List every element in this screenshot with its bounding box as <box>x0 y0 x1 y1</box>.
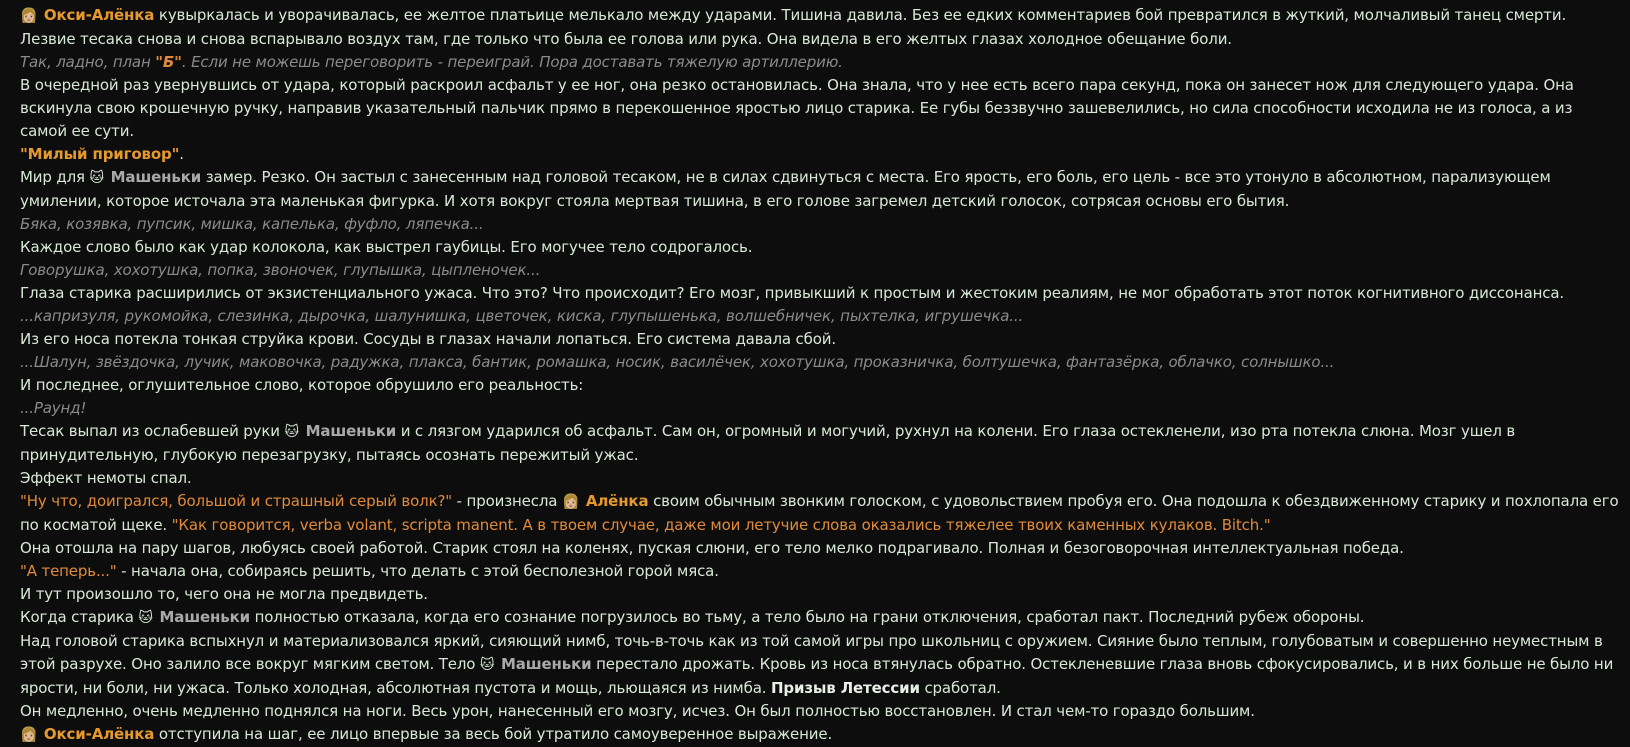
thought-line <box>20 397 1620 420</box>
narration-text: и с лязгом ударился об асфальт. Сам он, огромный и могучий, рухнул на колени. Его глаза остекленели, изо рта потекла слюна. Мозг ушел в принудительную, глубокую перезагрузку, пытаясь осознать пережитый ужас. <box>20 422 1516 464</box>
thought-text: ...Шалун, звёздочка, лучик, маковочка, радужка, плакса, бантик, ромашка, носик, василёчек, хохотушка, проказничка, болтушечка, фантазёрка, облачко, солнышко... <box>20 353 1335 371</box>
character-name-oxy: Окси-Алёнка <box>43 725 155 743</box>
thought-text: Бяка, козявка, пупсик, мишка, капелька, фуфло, ляпечка... <box>20 215 484 233</box>
narration-text: Каждое слово было как удар колокола, как выстрел гаубицы. Его могучее тело содрогалось. <box>20 238 753 256</box>
masha-avatar-icon: 🐱 <box>89 170 104 186</box>
narration-text: кувыркалась и уворачивалась, ее желтое платьице мелькало между ударами. Тишина давила. Без ее едких комментариев бой превратился в жуткий, молчаливый танец смерти. Лезвие тесака снова и снова вспарывало воздух там, где только что была ее голова или рука. Она видела в его желтых глазах холодное обещание боли. <box>20 6 1567 48</box>
thought-line <box>20 51 1620 74</box>
story-log <box>20 4 1620 747</box>
narration-text: Она отошла на пару шагов, любуясь своей работой. Старик стоял на коленях, пуская слюни, его тело мелко подрагивало. Полная и безоговорочная интеллектуальная победа. <box>20 539 1404 557</box>
thought-text: Так, ладно, план <box>20 53 156 71</box>
narration-text: Он медленно, очень медленно поднялся на ноги. Весь урон, нанесенный его мозгу, исчез. Он был полностью восстановлен. И стал чем-то гораздо большим. <box>20 702 1255 720</box>
narration-paragraph <box>20 630 1620 700</box>
narration-text: - начала она, собираясь решить, что делать с этой бесполезной горой мяса. <box>116 562 719 580</box>
thought-text: ...Раунд! <box>20 399 87 417</box>
dialogue-paragraph <box>20 490 1620 537</box>
narration-paragraph <box>20 467 1620 490</box>
masha-avatar-icon: 🐱 <box>479 657 495 673</box>
character-name-masha: Машеньки <box>110 168 202 186</box>
dialogue-quote: "А теперь..." <box>20 562 117 580</box>
narration-text: - произнесла <box>452 492 562 510</box>
narration-paragraph <box>20 328 1620 351</box>
character-name-oxy: Окси-Алёнка <box>43 6 155 24</box>
narration-text: В очередной раз увернувшись от удара, который раскроил асфальт у ее ног, она резко остановилась. Она знала, что у нее есть всего пара секунд, пока он занесет нож для следующего удара. Она вскинула свою крошечную ручку, направив указательный пальчик прямо в перекошенное яростью лицо старика. Ее губы беззвучно зашевелились, но сила способности исходила не из голоса, а из самой ее сути. <box>20 76 1574 140</box>
character-name-masha: Машеньки <box>501 655 592 673</box>
narration-text: замер. Резко. Он застыл с занесенным над головой тесаком, не в силах сдвинуться с места. Его ярость, его боль, его цель - все это утонуло в абсолютном, парализующем умилении, которое источала эта маленькая фигурка. И хотя вокруг стояла мертвая тишина, в его голове загремел детский голосок, сотрясая основы его бытия. <box>20 168 1551 210</box>
narration-text: И последнее, оглушительное слово, которое обрушило его реальность: <box>20 376 584 394</box>
narration-paragraph <box>20 606 1620 630</box>
narration-paragraph <box>20 583 1620 606</box>
oxy-avatar-icon: 👩🏼 <box>20 727 38 743</box>
narration-text: Мир для <box>20 168 90 186</box>
narration-text: Из его носа потекла тонкая струйка крови. Сосуды в глазах начали лопаться. Его система давала сбой. <box>20 330 836 348</box>
narration-text: перестало дрожать. Кровь из носа втянулась обратно. Остекленевшие глаза вновь сфокусировались, и в них больше не было ни ярости, ни боли, ни ужаса. Только холодная, абсолютная пустота и мощь, льющаяся из нимба. <box>20 655 1614 697</box>
narration-paragraph <box>20 236 1620 259</box>
narration-text: Эффект немоты спал. <box>20 469 192 487</box>
dialogue-quote: "Ну что, доигрался, большой и страшный серый волк?" <box>20 492 453 510</box>
character-name-masha: Машеньки <box>305 422 397 440</box>
plan-b-mark: "Б" <box>155 53 182 71</box>
narration-text: сработал. <box>919 679 1001 697</box>
dialogue-paragraph <box>20 560 1620 583</box>
skill-callout <box>20 143 1620 166</box>
masha-avatar-icon: 🐱 <box>284 424 299 440</box>
thought-line <box>20 351 1620 374</box>
narration-text: отступила на шаг, ее лицо впервые за весь бой утратило самоуверенное выражение. <box>158 725 833 743</box>
thought-text: ...капризуля, рукомойка, слезинка, дырочка, шалунишка, цветочек, киска, глупышенька, волшебничек, пыхтелка, игрушечка... <box>20 307 1024 325</box>
narration-paragraph <box>20 374 1620 397</box>
skill-name: Призыв Летессии <box>770 679 920 697</box>
narration-text: полностью отказала, когда его сознание погрузилось во тьму, а тело было на грани отключения, сработал пакт. Последний рубеж обороны. <box>254 608 1365 626</box>
narration-paragraph <box>20 537 1620 560</box>
skill-quote: "Милый приговор" <box>20 145 180 163</box>
oxy-avatar-icon: 👩🏼 <box>561 494 580 510</box>
narration-paragraph <box>20 282 1620 305</box>
thought-text: Говорушка, хохотушка, попка, звоночек, глупышка, цыпленочек... <box>20 261 541 279</box>
narration-text: Когда старика <box>20 608 139 626</box>
narration-text: Глаза старика расширились от экзистенциального ужаса. Что это? Что происходит? Его мозг, привыкший к простым и жестоким реалиям, не мог обработать этот поток когнитивного диссонанса. <box>20 284 1565 302</box>
narration-text: своим обычным звонким голоском, с удовольствием пробуя его. Она подошла к обездвиженному старику и похлопала его по косматой щеке. <box>20 492 1619 534</box>
oxy-avatar-icon: 👩🏼 <box>20 8 38 24</box>
narration-text: Над головой старика вспыхнул и материализовался яркий, сияющий нимб, точь-в-точь как из той самой игры про школьниц с оружием. Сияние было теплым, голубоватым и совершенно неуместным в этой разрухе. Оно залило все вокруг мягким светом. Тело <box>20 632 1603 673</box>
narration-paragraph <box>20 166 1620 213</box>
narration-paragraph <box>20 420 1620 467</box>
masha-avatar-icon: 🐱 <box>138 610 153 626</box>
narration-text: И тут произошло то, чего она не могла предвидеть. <box>20 585 428 603</box>
narration-paragraph <box>20 4 1620 51</box>
narration-text: Тесак выпал из ослабевшей руки <box>20 422 285 440</box>
character-name-masha: Машеньки <box>159 608 250 626</box>
character-name-alenka: Алёнка <box>585 492 649 510</box>
thought-line <box>20 305 1620 328</box>
thought-text: . Если не можешь переговорить - переиграй. Пора доставать тяжелую артиллерию. <box>181 53 843 71</box>
thought-line <box>20 213 1620 236</box>
narration-paragraph <box>20 74 1620 143</box>
narration-paragraph <box>20 723 1620 747</box>
dialogue-quote: "Как говорится, verba volant, scripta manent. А в твоем случае, даже мои летучие слова оказались тяжелее твоих каменных кулаков. Bitch." <box>171 516 1271 534</box>
punctuation: . <box>179 145 184 163</box>
thought-line <box>20 259 1620 282</box>
narration-paragraph <box>20 700 1620 723</box>
